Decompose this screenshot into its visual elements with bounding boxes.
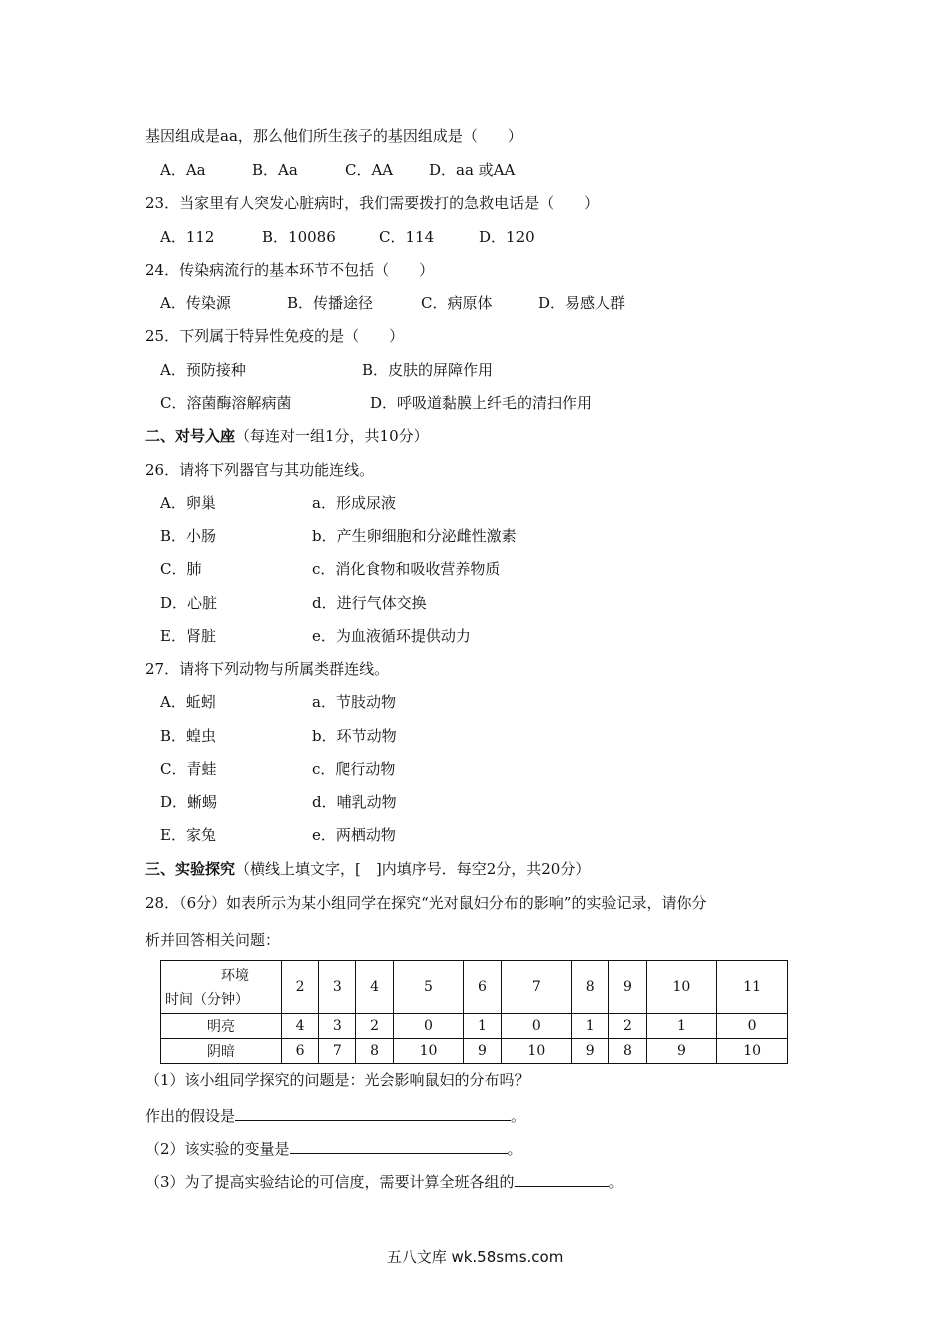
- table-cell: 9: [572, 1039, 609, 1064]
- q26-right-item: b．产生卵细胞和分泌雌性激素: [312, 527, 517, 545]
- table-cell: 10: [717, 1039, 788, 1064]
- table-cell: 10: [501, 1039, 572, 1064]
- table-column-header: 9: [609, 961, 646, 1014]
- table-cell: 6: [282, 1039, 319, 1064]
- table-cell: 2: [609, 1014, 646, 1039]
- table-cell: 1: [464, 1014, 501, 1039]
- q27-left-item: D．蜥蜴: [160, 793, 218, 811]
- q26-left-item: A．卵巢: [160, 494, 216, 512]
- q24-option-c: C．病原体: [421, 294, 493, 312]
- q28-hypothesis-line: [145, 1104, 526, 1126]
- q28-stem-line-1: 28．（6分）如表所示为某小组同学在探究“光对鼠妇分布的影响”的实验记录，请你分: [145, 894, 707, 912]
- table-column-header: 8: [572, 961, 609, 1014]
- q24-stem: 24．传染病流行的基本环节不包括（ ）: [145, 261, 435, 279]
- q27-right-item: b．环节动物: [312, 727, 397, 745]
- footer-watermark: 五八文库 wk.58sms.com: [386, 1248, 564, 1266]
- q26-left-item: C．肺: [160, 560, 202, 578]
- q28-average-end: 。: [608, 1173, 624, 1191]
- table-column-header: 4: [356, 961, 393, 1014]
- table-header-environment: 环境: [221, 968, 249, 984]
- q23-option-b: B．10086: [262, 228, 336, 246]
- section-2-heading: [145, 426, 429, 446]
- q27-left-item: B．蝗虫: [160, 727, 217, 745]
- q26-left-item: D．心脏: [160, 594, 218, 612]
- table-cell: 8: [609, 1039, 646, 1064]
- q25-option-b: B．皮肤的屏障作用: [362, 361, 494, 379]
- table-cell: 3: [319, 1014, 356, 1039]
- table-row-label: 明亮: [161, 1014, 282, 1039]
- table-header-time: 时间（分钟）: [165, 992, 249, 1008]
- q28-sub-question-1: （1）该小组同学探究的问题是：光会影响鼠妇的分布吗？: [145, 1071, 530, 1089]
- table-cell: 9: [464, 1039, 501, 1064]
- q25-option-c: C．溶菌酶溶解病菌: [160, 394, 292, 412]
- q26-left-item: E．肾脏: [160, 627, 216, 645]
- q24-option-a: A．传染源: [160, 294, 231, 312]
- q22-option-c: C．AA: [345, 161, 394, 179]
- q28-variable-end: 。: [507, 1140, 523, 1158]
- q26-right-item: c．消化食物和吸收营养物质: [312, 560, 501, 578]
- hypothesis-answer-blank[interactable]: [235, 1104, 511, 1121]
- table-cell: 8: [356, 1039, 393, 1064]
- table-column-header: 11: [717, 961, 788, 1014]
- q26-left-item: B．小肠: [160, 527, 217, 545]
- table-cell: 4: [282, 1014, 319, 1039]
- q27-left-item: A．蚯蚓: [160, 693, 216, 711]
- q23-option-d: D．120: [479, 228, 535, 246]
- table-cell: 0: [717, 1014, 788, 1039]
- table-header-row: [161, 961, 788, 1014]
- q23-stem: 23．当家里有人突发心脏病时，我们需要拨打的急救电话是（ ）: [145, 194, 600, 212]
- section-2-title: 二、对号入座: [145, 427, 236, 445]
- table-cell: 0: [501, 1014, 572, 1039]
- section-3-heading: [145, 859, 590, 879]
- q28-hypothesis-label: 作出的假设是: [145, 1107, 236, 1125]
- variable-answer-blank[interactable]: [290, 1137, 508, 1154]
- table-row-label: 阴暗: [161, 1039, 282, 1064]
- q22-option-b: B．Aa: [252, 161, 298, 179]
- q25-option-a: A．预防接种: [160, 361, 246, 379]
- q26-right-item: d．进行气体交换: [312, 594, 427, 612]
- q28-average-label: （3）为了提高实验结论的可信度，需要计算全班各组的: [145, 1173, 515, 1191]
- q23-option-c: C．114: [379, 228, 435, 246]
- table-cell: 10: [393, 1039, 464, 1064]
- q28-stem-line-2: 析并回答相关问题：: [145, 931, 281, 949]
- q25-option-d: D．呼吸道黏膜上纤毛的清扫作用: [370, 394, 593, 412]
- table-row: [161, 1014, 788, 1039]
- table-cell: 1: [572, 1014, 609, 1039]
- table-cell: 2: [356, 1014, 393, 1039]
- q22-option-d: D．aa 或AA: [429, 161, 516, 179]
- section-2-note: （每连对一组1分，共10分）: [235, 427, 429, 445]
- q27-left-item: E．家兔: [160, 826, 216, 844]
- q22-stem: 基因组成是aa，那么他们所生孩子的基因组成是（ ）: [145, 127, 523, 145]
- q28-hypothesis-end: 。: [511, 1107, 527, 1125]
- table-column-header: 7: [501, 961, 572, 1014]
- section-3-title: 三、实验探究: [145, 860, 236, 878]
- q23-option-a: A．112: [160, 228, 215, 246]
- q26-stem: 26．请将下列器官与其功能连线。: [145, 461, 375, 479]
- q26-right-item: e．为血液循环提供动力: [312, 627, 471, 645]
- q27-right-item: e．两栖动物: [312, 826, 396, 844]
- q27-right-item: c．爬行动物: [312, 760, 396, 778]
- q28-average-line: [145, 1170, 624, 1192]
- table-corner-header: [161, 961, 282, 1014]
- q27-stem: 27．请将下列动物与所属类群连线。: [145, 660, 390, 678]
- table-column-header: 2: [282, 961, 319, 1014]
- q27-right-item: a．节肢动物: [312, 693, 396, 711]
- q25-stem: 25．下列属于特异性免疫的是（ ）: [145, 327, 405, 345]
- q24-option-b: B．传播途径: [287, 294, 374, 312]
- table-column-header: 10: [646, 961, 717, 1014]
- table-cell: 7: [319, 1039, 356, 1064]
- table-cell: 1: [646, 1014, 717, 1039]
- average-answer-blank[interactable]: [515, 1170, 609, 1187]
- q26-right-item: a．形成尿液: [312, 494, 396, 512]
- table-cell: 0: [393, 1014, 464, 1039]
- table-column-header: 6: [464, 961, 501, 1014]
- q24-option-d: D．易感人群: [538, 294, 626, 312]
- section-3-note: （横线上填文字，[ ]内填序号．每空2分，共20分）: [235, 860, 591, 878]
- q28-variable-line: [145, 1137, 523, 1159]
- table-column-header: 5: [393, 961, 464, 1014]
- table-column-header: 3: [319, 961, 356, 1014]
- experiment-table: [160, 960, 788, 1064]
- table-row: [161, 1039, 788, 1064]
- table-cell: 9: [646, 1039, 717, 1064]
- q28-variable-label: （2）该实验的变量是: [145, 1140, 290, 1158]
- q22-option-a: A．Aa: [160, 161, 206, 179]
- q27-right-item: d．哺乳动物: [312, 793, 397, 811]
- q27-left-item: C．青蛙: [160, 760, 217, 778]
